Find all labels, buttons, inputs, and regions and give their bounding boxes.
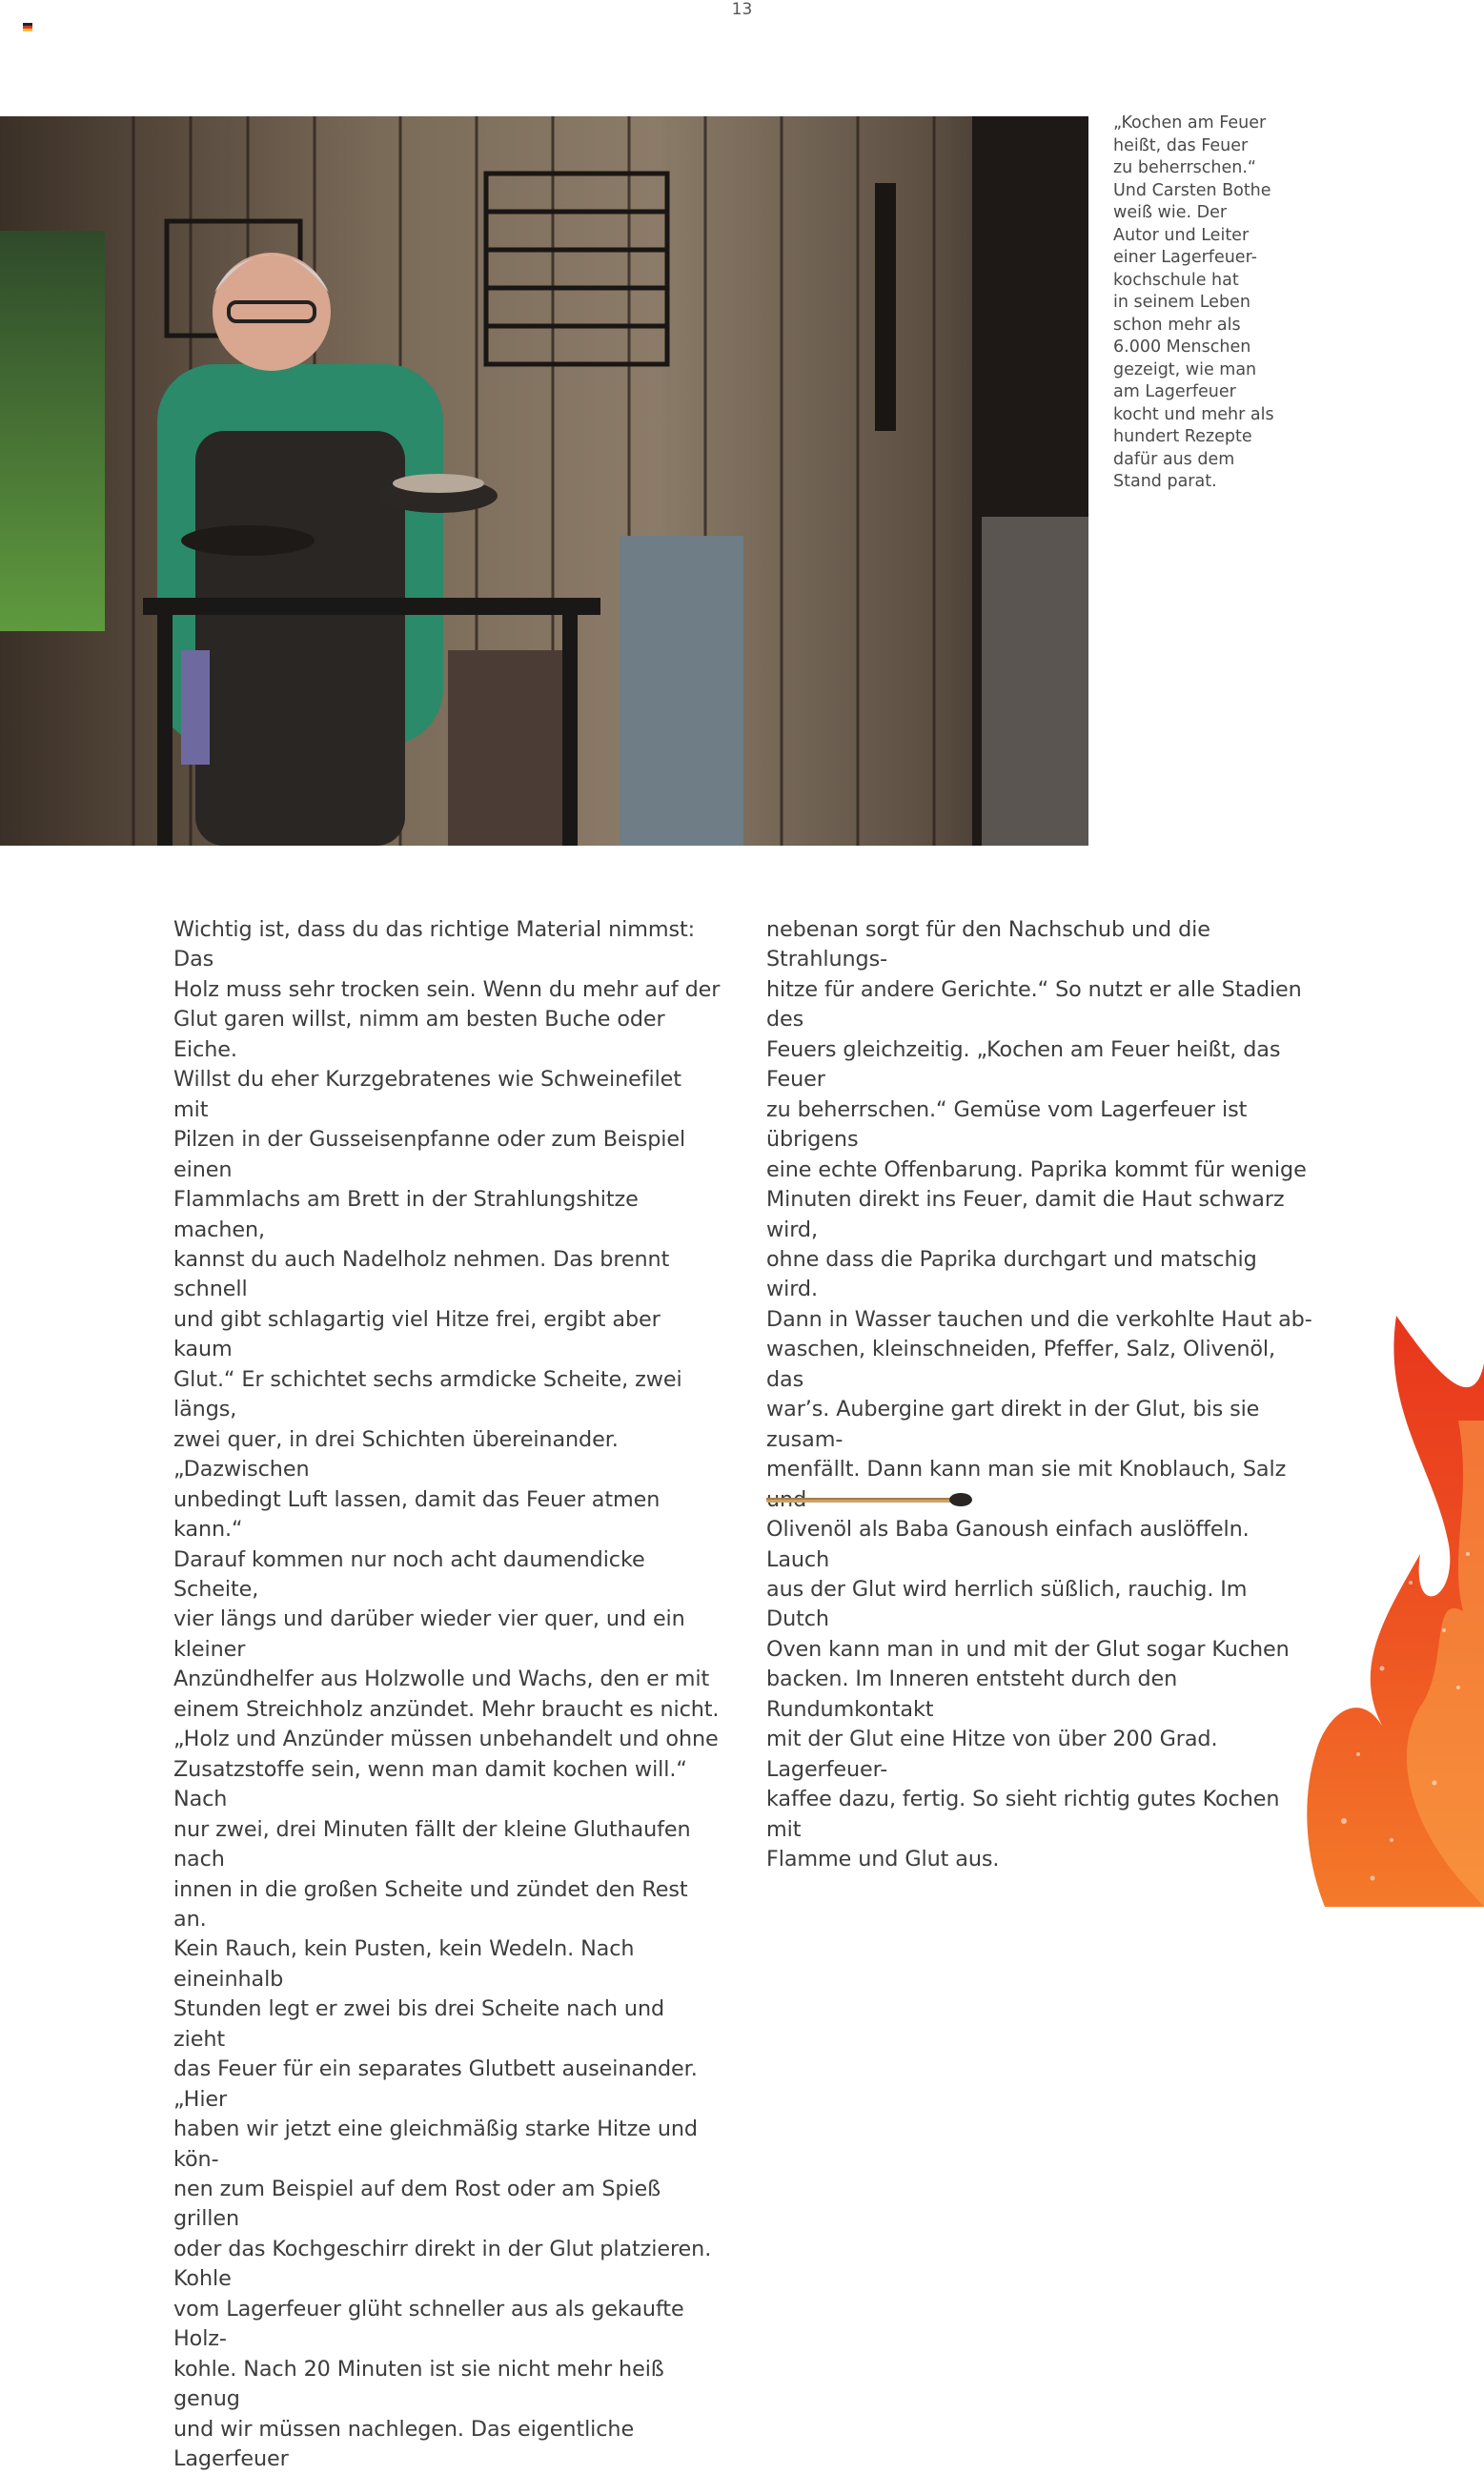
page-number: 13: [731, 0, 753, 19]
flag-icon: [23, 23, 32, 31]
hero-photo: [0, 116, 1088, 846]
article-column-right: nebenan sorgt für den Nachschub und die Strahlungs- hitze für andere Gerichte.“ So nutzt er alle Stadien des Feuers gleichzeitig. „Kochen am Feuer heißt, das Feuer zu beherrschen.“ Gemüse vom Lagerfeuer ist übrigens eine echte Offenbarung. Paprika kommt für wenige Minuten direkt ins Feuer, damit die Haut schwarz wird, ohne dass die Paprika durchgart und matschig wird. Dann in Wasser tauchen und die verkohlte Haut ab- waschen, kleinschneiden, Pfeffer, Salz, Olivenöl, das war’s. Aubergine gart direkt in der Glut, bis sie zusam- menfällt. Dann kann man sie mit Knoblauch, Salz Olivenöl als Baba Ganoush einfach auslöffeln. Lauch aus der Glut wird herrlich süßlich, rauchig. Im Dutch Oven kann man in und mit der Glut sogar Kuchen backen. Im Inneren entsteht durch den Rundumkontakt mit der Glut eine Hitze von über 200 Grad. Lagerfeuer- kaffee dazu, fertig. So sieht richtig gutes Kochen mit Flamme und Glut aus.: [766, 917, 1312, 1872]
article-column-left: Wichtig ist, dass du das richtige Material nimmst: Das Holz muss sehr trocken sein. Wenn du mehr auf der Glut garen willst, nimm am besten Buche oder Eiche. Willst du eher Kurzgebratenes wie Schweinefilet mit Pilzen in der Gusseisenpfanne oder zum Beispiel einen Flammlachs am Brett in der Strahlungshitze machen, kannst du auch Nadelholz nehmen. Das brennt schnell und gibt schlagartig viel Hitze frei, ergibt aber kaum Glut.“ Er schichtet sechs armdicke Scheite, zwei längs, zwei quer, in drei Schichten übereinander. „Dazwischen unbedingt Luft lassen, damit das Feuer atmen kann.“ Darauf kommen nur noch acht daumendicke Scheite, vier längs und darüber wieder vier quer, und ein kleiner Anzündhelfer aus Holzwolle und Wachs, den er mit einem Streichholz anzündet. Mehr braucht es nicht. „Holz und Anzünder müssen unbehandelt und ohne Zusatzstoffe sein, wenn man damit kochen will.“ Nach nur zwei, drei Minuten fällt der kleine Gluthaufen nach innen in die großen Scheite und zündet den Rest an. Kein Rauch, kein Pusten, kein Wedeln. Nach eineinhalb Stunden legt er zwei bis drei Scheite nach und zieht das Feuer für ein separates Glutbett auseinander. „Hier haben wir jetzt eine gleichmäßig starke Hitze und kön- nen zum Beispiel auf dem Rost oder am Spieß grillen oder das Kochgeschirr direkt in der Glut platzieren. Kohle vom Lagerfeuer glüht schneller aus als gekaufte Holz- kohle. Nach 20 Minuten ist sie nicht mehr heiß genug und wir müssen nachlegen. Das eigentliche Lagerfeuer: [173, 917, 721, 2472]
photo-caption: „Kochen am Feuer heißt, das Feuer zu beherrschen.“ Und Carsten Bothe weiß wie. Der Autor und Leiter einer Lagerfeuer- kochschule hat in seinem Leben schon mehr als 6.000 Menschen gezeigt, wie man am Lagerfeuer kocht und mehr als hundert Rezepte dafür aus dem Stand parat.: [1113, 113, 1274, 491]
photo-illustration: [0, 116, 1088, 846]
matchstick-icon: [766, 1489, 974, 1510]
flame-icon: [1268, 1306, 1484, 1907]
